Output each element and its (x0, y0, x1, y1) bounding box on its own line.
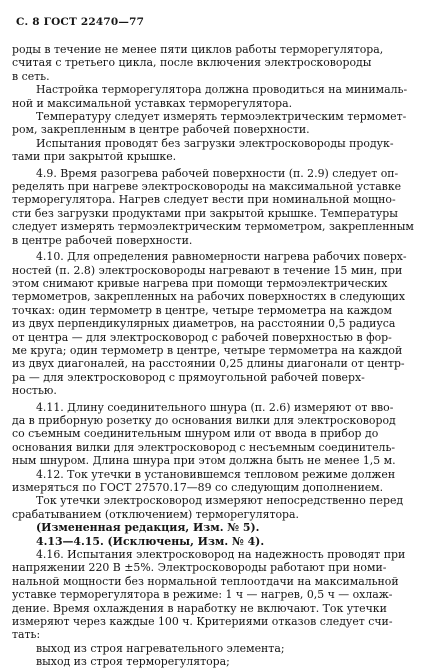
text-line: напряжении 220 В ±5%. Электросковороды работают при номи- (12, 561, 387, 575)
paragraph-start: Испытания проводят без загрузки электросковороды продук- (36, 136, 394, 150)
text-line: этом снимают кривые нагрева при помощи термоэлектрических (12, 276, 388, 290)
text-line: измеряют через каждые 100 ч. Критериями отказов следует счи- (12, 615, 393, 629)
section-4-16-start: 4.16. Испытания электросковород на надежность проводят при (36, 548, 406, 562)
text-line: из двух диагоналей, на расстоянии 0,25 длины диагонали от центр- (12, 357, 405, 371)
text-line: ной и максимальной уставках терморегулятора. (12, 96, 293, 110)
text-line: со съемным соединительным шнуром или от ввода в прибор до (12, 427, 379, 441)
text-line: тать: (12, 628, 41, 642)
text-line: основания вилки для электросковород с несъемным соединитель- (12, 440, 396, 454)
paragraph-start: Настройка терморегулятора должна проводиться на минималь- (36, 83, 408, 97)
text-line: ным шнуром. Длина шнура при этом должна быть не менее 1,5 м. (12, 454, 396, 468)
section-4-11-start: 4.11. Длину соединительного шнура (п. 2.6) измеряют от вво- (36, 400, 394, 414)
text-line: ром, закрепленным в центре рабочей поверхности. (12, 123, 310, 137)
section-4-9-start: 4.9. Время разогрева рабочей поверхности (п. 2.9) следует оп- (36, 166, 399, 180)
document-body (12, 43, 416, 669)
text-line: ра — для электросковород с прямоугольной рабочей поверх- (12, 370, 365, 384)
text-line: уставке терморегулятора в режиме: 1 ч — нагрев, 0,5 ч — охлаж- (12, 588, 393, 602)
text-line: да в приборную розетку до основания вилки для электросковород (12, 413, 396, 427)
text-line: в центре рабочей поверхности. (12, 233, 193, 247)
text-line: ределять при нагреве электросковороды на максимальной уставке (12, 180, 402, 194)
text-line: дение. Время охлаждения в наработку не включают. Ток утечки (12, 601, 387, 615)
text-line: ме круга; один термометр в центре, четыре термометра на каждой (12, 343, 403, 357)
paragraph-start: Температуру следует измерять термоэлектрическим термомет- (36, 110, 407, 124)
text-line: в сеть. (12, 69, 50, 83)
text-line: считая с третьего цикла, после включения электросковороды (12, 56, 372, 70)
text-line: измеряться по ГОСТ 27570.17—89 со следующим дополнением. (12, 481, 384, 494)
text-line: ностей (п. 2.8) электросковороды нагревают в течение 15 мин, при (12, 263, 403, 277)
text-line: термометров, закрепленных на рабочих поверхностях в следующих (12, 290, 406, 304)
section-4-10-start: 4.10. Для определения равномерности нагрева рабочих поверх- (36, 250, 407, 264)
text-line: роды в течение не менее пяти циклов работы терморегулятора, (12, 43, 384, 56)
text-line: сти без загрузки продуктами при закрытой крышке. Температуры (12, 206, 398, 220)
text-line: тами при закрытой крышке. (12, 150, 177, 164)
text-line: следует измерять термоэлектрическим термометром, закрепленным (12, 220, 414, 234)
failure-criterion: выход из строя терморегулятора; (36, 655, 230, 669)
text-line: нальной мощности без нормальной теплоотдачи на максимальной (12, 574, 399, 588)
text-line: срабатыванием (отключением) терморегулятора. (12, 507, 299, 521)
failure-criterion: выход из строя нагревательного элемента; (36, 641, 285, 655)
paragraph-start: Ток утечки электросковород измеряют непосредственно перед (36, 494, 404, 508)
text-line: ностью. (12, 384, 57, 398)
text-line: точках: один термометр в центре, четыре термометра на каждом (12, 303, 392, 317)
page-header: С. 8 ГОСТ 22470—77 (16, 16, 145, 28)
text-line: от центра — для электросковород с рабочей поверхностью в фор- (12, 330, 392, 344)
text-line: из двух перпендикулярных диаметров, на расстоянии 0,5 радиуса (12, 317, 396, 331)
text-line: терморегулятора. Нагрев следует вести при номинальной мощно- (12, 193, 396, 207)
excluded-sections-note: 4.13—4.15. (Исключены, Изм. № 4). (36, 534, 265, 548)
amendment-note: (Измененная редакция, Изм. № 5). (36, 521, 260, 535)
section-4-12-start: 4.12. Ток утечки в установившемся тепловом режиме должен (36, 467, 396, 481)
